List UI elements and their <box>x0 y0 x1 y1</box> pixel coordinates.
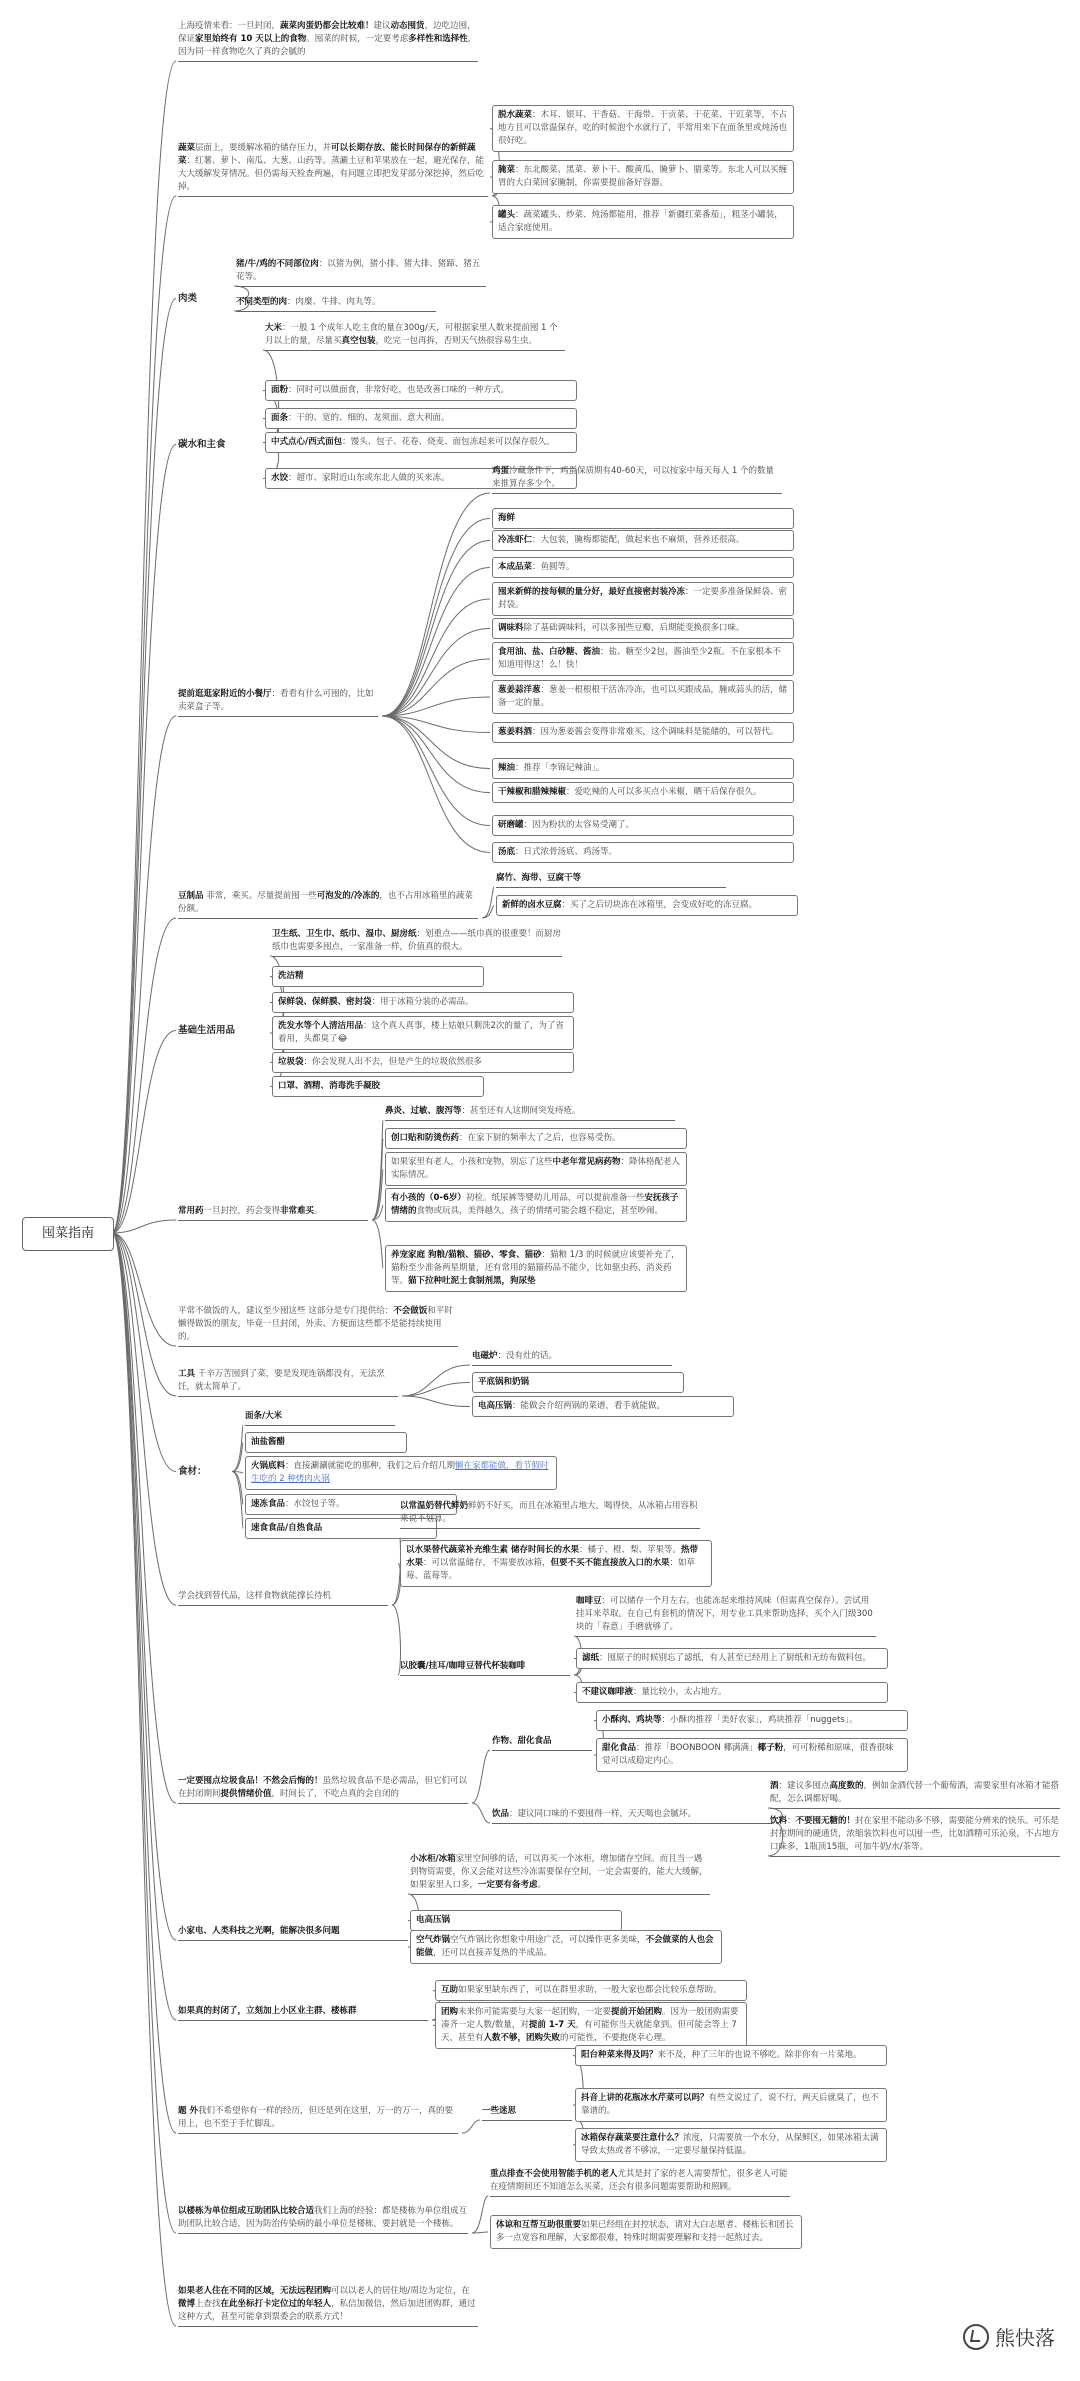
mindmap-node-n-rest-5[interactable]: 囤来新鲜的按每顿的量分好，最好直接密封装冷冻：一定要多准备保鲜袋、密封袋。 <box>492 582 794 616</box>
mindmap-node-n-meat[interactable]: 肉类 <box>178 293 198 304</box>
mindmap-node-n-bldg-a[interactable]: 重点排查不会使用智能手机的老人尤其是封了家的老人需要帮忙，很多老人可能在疫情期间还不知道怎么买菜，还会有很多问题需要帮助和照顾。 <box>490 2168 790 2197</box>
mindmap-node-n-rest[interactable]: 提前逛逛家附近的小餐厅：看看有什么可囤的，比如卖菜盒子等。 <box>178 688 378 717</box>
mindmap-node-n-fun[interactable]: 一定要囤点垃圾食品！不然会后悔的！虽然垃圾食品不是必需品，但它们可以在封闭期间提供情绪价值，时间长了，不吃点真的会自闭的 <box>178 1775 468 1804</box>
mindmap-node-n-meat-b[interactable]: 不同类型的肉：肉糜、牛排、肉丸等。 <box>236 296 436 312</box>
connector-n-tool-b <box>402 1383 470 1397</box>
mindmap-node-n-rest-10[interactable]: 辣油：推荐「李锦记辣油」。 <box>492 758 794 779</box>
connector-n-fun <box>112 1233 176 1803</box>
mindmap-node-n-tofu-a[interactable]: 腐竹、海带、豆腐干等 <box>496 872 726 888</box>
connector-n-bldg <box>112 1233 176 2233</box>
mindmap-node-n-life-c[interactable]: 保鲜袋、保鲜膜、密封袋：用于冰箱分装的必需品。 <box>272 992 574 1013</box>
mindmap-node-n-veg[interactable]: 蔬菜层面上，要缓解冰箱的储存压力，并可以长期存放、能长时间保存的新鲜蔬菜：红薯、萝卜、南瓜、大葱、山药等。蒸涮土豆和苹果放在一起，避光保存，能大大缓解发芽情况。但仍需每天检查两遍，有问题立即把发芽部分深挖掉，然后吃掉。 <box>178 142 488 197</box>
connector-n-extra-a <box>462 2120 480 2133</box>
connector-n-food-a <box>232 1425 243 1472</box>
mindmap-node-n-group-a[interactable]: 互助如果家里缺东西了，可以在群里求助，一般大家也都会比较乐意帮助。 <box>435 1980 747 2001</box>
mindmap-node-n-group[interactable]: 如果真的封闭了，立刻加上小区业主群、楼栋群 <box>178 2005 428 2021</box>
mindmap-node-n-tofu[interactable]: 豆制品 菲常，乘买。尽量提前囤一些可泡发的/冷冻的，也不占用冰箱里的蔬菜份额。 <box>178 890 478 919</box>
mindmap-node-n-bldg-b[interactable]: 体谅和互帮互助很重要如果已经组在封控状态，请对大白志愿者、楼栋长和团长多一点宽容和理解，大家都很难，特殊时期需要理解和支持一起熬过去。 <box>490 2215 802 2249</box>
connector-n-rest-3 <box>382 541 490 717</box>
root-node[interactable]: 囤菜指南 <box>22 1217 114 1251</box>
watermark-text: 熊快落 <box>995 2326 1055 2350</box>
mindmap-node-n-fun-b[interactable]: 小酥肉、鸡块等：小酥肉推荐「美好农家」，鸡块推荐「nuggets」。 <box>596 1710 908 1731</box>
connector-n-rest-11 <box>382 716 490 793</box>
connector-n-fun-a <box>472 1750 490 1803</box>
connector-n-remote <box>112 1233 176 2326</box>
mindmap-node-n-sub-e[interactable]: 不建议咖啡液：量比较小，太占地方。 <box>576 1682 888 1703</box>
mindmap-node-n-carb-e[interactable]: 水饺：超市、家附近山东或东北人做的买来冻。 <box>265 468 577 489</box>
mindmap-node-n-extra-a[interactable]: 一些迷思 <box>482 2105 572 2121</box>
mindmap-node-n-fun-c[interactable]: 甜化食品：推荐「BOONBOON 椰满满」椰子粉，可可粉稀和原味，很香很味觉可以成稳定内心。 <box>596 1738 908 1772</box>
connector-n-life <box>112 1031 176 1234</box>
mindmap-node-n-elec-c[interactable]: 空气炸锅空气炸锅比你想象中用途广泛，可以操作更多美味，不会做菜的人也会能做，还可以直接弄复热的半成品。 <box>410 1930 722 1964</box>
mindmap-node-n-med-e[interactable]: 养宠家庭 狗粮/猫粮、猫砂、零食、猫砂：猫粮 1/3 的时候就应该要补充了，猫粉至少准备两星期量，还有常用的猫猫药品不能少，比如驱虫药、消炎药等。猫下拉种吐泥土食制剂黑，狗尿垫 <box>385 1245 687 1292</box>
mindmap-node-n-sub-f[interactable]: 以胶囊/挂耳/咖啡豆替代杯装咖啡 <box>400 1660 570 1676</box>
mindmap-node-n-remote[interactable]: 如果老人住在不同的区域，无法远程团购可以以老人的居住地/周边为定位，在微博上查找在此坐标打卡定位过的年轻人，私信加微信，然后加进团购群，通过这种方式，甚至可能拿到票委会的联系方式！ <box>178 2285 478 2327</box>
connector-n-sub <box>112 1233 176 1605</box>
mindmap-node-n-fun-d[interactable]: 酒：建议多囤点高度数的，例如金酒代替一个葡萄酒，需要家里有冰箱才能搭配，怎么调都好喝。 <box>770 1780 1060 1809</box>
connector-n-med <box>112 1220 176 1233</box>
mindmap-node-n-rest-8[interactable]: 葱姜蒜洋葱：葱姜一根根根干活冻冷冻，也可以买跟成品，腌咸蒜头的活，储备一定的量。 <box>492 680 794 714</box>
mindmap-node-n-life-d[interactable]: 洗发水等个人清洁用品：这个真人真事，楼上姑娘只剩洗2次的量了，为了省着用，头都臭了😂 <box>272 1016 574 1050</box>
mindmap-node-n-sub-d[interactable]: 滤纸：囤原子的时候别忘了滤纸，有人甚至已经用上了厨纸和无纺布做料包。 <box>576 1648 888 1669</box>
mindmap-node-n-med-b[interactable]: 创口贴和防烫伤药：在家下厨的频率大了之后，也容易受伤。 <box>385 1128 687 1149</box>
mindmap-node-n-fun-f[interactable]: 饮料：不要囤无糖的！封在家里不能动多不够，需要能分辨来的快乐。可乐是封控期间的硬通货，浓缩装饮料也可以囤一些，比如酒精可乐沁泉，不占地方口味多，1瓶顶15瓶，可加牛奶/水/茶等。 <box>770 1815 1060 1857</box>
mindmap-node-n-food-d[interactable]: 速冻食品：水饺包子等。 <box>245 1494 457 1515</box>
mindmap-node-n-group-b[interactable]: 团购未来你可能需要与大家一起团购，一定要提前开始团购。因为一般团购需要凑齐一定人数/数量，对提前 1-7 天，有可能你当天就能拿到。但可能会等上 7 天，甚至有人数不够，团购失败的可能性，不要抱侥幸心理。 <box>435 2002 747 2049</box>
mindmap-node-n-carb-c[interactable]: 面条：干的、宽的、细的、龙须面、意大利面。 <box>265 408 577 429</box>
mindmap-node-n-carb-b[interactable]: 面粉：同时可以做面食，非常好吃，也是改善口味的一种方式。 <box>265 380 577 401</box>
mindmap-node-n-food-c[interactable]: 火锅底料：直接涮涮就能吃的那种，我们之后介绍几期懒在家都能做，看节假时生吃的 2 种烤肉火锅 <box>245 1456 557 1490</box>
mindmap-node-n-life-a[interactable]: 卫生纸、卫生巾、纸巾、湿巾、厨房纸：划重点——纸巾真的很重要！而厨房纸巾也需要多囤点，一家准备一样，价值真的很大。 <box>272 928 562 957</box>
mindmap-node-n-rest-1[interactable]: 鸡蛋冷藏条件下，鸡蛋保质期有40-60天，可以按家中每天每人 1 个的数量来推算存多少个。 <box>492 465 782 494</box>
mindmap-node-n-rest-12[interactable]: 研磨罐：因为粉状的太容易受潮了。 <box>492 815 794 836</box>
connector-n-fun-e <box>472 1803 490 1823</box>
mindmap-node-n-sub-a[interactable]: 以常温奶替代鲜奶鲜奶不好买，而且在冰箱里占地大，喝得快，从冰箱占用容积来说不划算。 <box>400 1500 700 1529</box>
mindmap-node-n-life[interactable]: 基础生活用品 <box>178 1025 236 1036</box>
mindmap-node-n-extra-b[interactable]: 阳台种菜来得及吗？来不及，种了三年的也说不够吃。除非你有一片菜地。 <box>575 2045 887 2066</box>
mindmap-node-n-carb-a[interactable]: 大米：一般 1 个成年人吃主食的量在300g/天，可根据家里人数来提前囤 1 个月以上的量，尽量买真空包装，吃完一包再拆，否则天气热很容易生虫。 <box>265 322 565 351</box>
mindmap-node-n-food-a[interactable]: 面条/大米 <box>245 1410 395 1426</box>
connector-n-rest-10 <box>382 716 490 769</box>
watermark <box>963 2322 1055 2351</box>
connector-n-bldg-a <box>472 2196 488 2233</box>
connector-n-elec <box>112 1233 176 1940</box>
mindmap-node-n-veg-a[interactable]: 脱水蔬菜：木耳、银耳、干香菇、干海带、干贡菜、干花菜、干豇菜等，不占地方且可以常温保存，吃的时候泡个水就行了，平常用来下在面条里或炖汤也很好吃。 <box>492 105 794 152</box>
mindmap-node-n-med-d[interactable]: 有小孩的（0-6岁）初检。纸尿裤等婴幼儿用品，可以提前准备一些安抚孩子情绪的食物或玩具，美得越久，孩子的情绪可能会越不稳定，甚至吵闹。 <box>385 1188 687 1222</box>
mindmap-node-n-rest-9[interactable]: 葱姜料酒：因为葱姜酱会变得非常难买，这个调味料是能储的，可以替代。 <box>492 722 794 743</box>
mindmap-node-n-meat-a[interactable]: 猪/牛/鸡的不同部位肉：以猪为例，猪小排、猪大排、猪蹄、猪五花等。 <box>236 258 486 287</box>
mindmap-node-n-intro[interactable]: 上海疫情来看：一旦封闭，蔬菜肉蛋奶都会比较难！建议动态囤货，边吃边囤，保证家里始终有 10 天以上的食物。囤菜的时候，一定要考虑多样性和选择性，因为同一样食物吃久了真的会腻的 <box>178 20 478 62</box>
mindmap-node-n-rest-11[interactable]: 干辣椒和腊辣辣椒：爱吃辣的人可以多买点小米椒，晒干后保存很久。 <box>492 782 794 803</box>
mindmap-node-n-extra-d[interactable]: 冰箱保存蔬菜要注意什么？浓度，只需要放一个水分，从保鲜区，如果冰箱太满导致太热或者不够凉，一定要尽量保持低温。 <box>575 2128 887 2162</box>
mindmap-node-n-rest-7[interactable]: 食用油、盐、白砂糖、酱油：盐、糖至少2包，酱油至少2瓶。不在家根本不知道用得这！么！快！ <box>492 642 794 676</box>
connector-n-tofu-a <box>482 887 494 918</box>
connector-n-group <box>112 1233 176 2020</box>
mindmap-node-n-life-b[interactable]: 洗洁精 <box>272 966 484 987</box>
mindmap-node-n-med[interactable]: 常用药一旦封控，药会变得非常难买。 <box>178 1205 368 1221</box>
mindmap-node-n-life-e[interactable]: 垃圾袋：你会发现人出不去，但是产生的垃圾依然很多 <box>272 1052 574 1073</box>
mindmap-node-n-extra-c[interactable]: 抖音上讲的花瓶冰水芹菜可以吗？有些文说过了，说不行，两天后就臭了，也不靠谱的。 <box>575 2088 887 2122</box>
mindmap-node-n-extra[interactable]: 题 外我们不希望你有一样的经历，但还是列在这里，万一的万一，真的要用上，也不至于手忙脚乱。 <box>178 2105 458 2134</box>
mindmap-node-n-food[interactable]: 食材： <box>178 1466 207 1477</box>
connector-n-meat <box>112 299 176 1234</box>
connector-n-veg <box>112 196 176 1233</box>
connector-n-rest-6 <box>382 629 490 717</box>
mindmap-node-n-sub[interactable]: 学会找到替代品，这样食物就能撑长待机 <box>178 1590 388 1606</box>
mindmap-node-n-rest-6[interactable]: 调味料除了基础调味料，可以多囤些豆瓣，后期能变换很多口味。 <box>492 618 794 639</box>
mindmap-node-n-elec-a[interactable]: 小冰柜/冰箱家里空间够的话，可以再买一个冰柜，增加储存空间。而且当一遇到物资需要，你又会能对这些冷冻需要保存空间，一定会需要的，能大大缓解，如果家里人口多，一定要有备考虑。 <box>410 1853 710 1895</box>
mindmap-node-n-elec-b[interactable]: 电高压锅 <box>410 1910 622 1931</box>
mindmap-node-n-cook[interactable]: 平常不做饭的人，建议至少囤这些 这部分是专门提供给：不会做饭和平时懒得做饭的朋友，毕竟一旦封闭，外卖、方便面这些都不是能持续使用的。 <box>178 1305 458 1347</box>
mindmap-node-n-sub-b[interactable]: 以水果替代蔬菜补充维生素 储存时间长的水果：橘子、橙、梨、苹果等。热带水果：可以常温储存，不需要放冰箱，但要不买不能直接放入口的水果：如草莓、蓝莓等。 <box>400 1540 712 1587</box>
mindmap-node-n-carb-d[interactable]: 中式点心/西式面包：馒头、包子、花卷、烧麦、面包冻起来可以保存很久。 <box>265 432 577 453</box>
mindmap-node-n-rest-13[interactable]: 汤底：日式浓骨汤底、鸡汤等。 <box>492 842 794 863</box>
mindmap-node-n-life-f[interactable]: 口罩、酒精、消毒洗手凝胶 <box>272 1076 484 1097</box>
mindmap-node-n-tool-a[interactable]: 电磁炉：没有灶的话。 <box>472 1350 672 1366</box>
mindmap-node-n-fun-a[interactable]: 作物、甜化食品 <box>492 1735 592 1751</box>
connector-n-food-e <box>232 1472 243 1529</box>
mindmap-node-n-bldg[interactable]: 以楼栋为单位组成互助团队比较合适我们上海的经验：都是楼栋为单位组成互助团队比较合适，因为防治传染病的最小单位是楼栋，要封就是一个楼栋。 <box>178 2205 468 2234</box>
brand-logo-icon <box>963 2324 989 2350</box>
mindmap-node-n-rest-3[interactable]: 冷冻虾仁：大包装，腌梅都能配，做起来也不麻烦，营养还很高。 <box>492 530 794 551</box>
connector-n-tool-a <box>402 1365 470 1396</box>
mindmap-node-n-veg-c[interactable]: 罐头：蔬菜罐头、炒菜、炖汤都能用，推荐「新疆红菜番茄」，粗茎小罐装，适合家庭使用。 <box>492 205 794 239</box>
mindmap-node-n-food-b[interactable]: 油盐酱醋 <box>245 1432 407 1453</box>
mindmap-node-n-med-a[interactable]: 鼻炎、过敏、腹泻等：甚至还有人这期间突发痔疮。 <box>385 1105 675 1121</box>
mindmap-node-n-food-e[interactable]: 速食食品/自热食品 <box>245 1518 437 1539</box>
mindmap-node-n-veg-b[interactable]: 腌菜：东北酸菜、黑菜、萝卜干、酸黄瓜、腌萝卜、腊菜等。东北人可以买缠胃的大白菜回家腌制，你需要提前备好容器。 <box>492 160 794 194</box>
mindmap-node-n-med-c[interactable]: 如果家里有老人，小孩和宠物，别忘了这些中老年常见病药物：降体格配老人实际情况。 <box>385 1152 687 1186</box>
connector-n-food-d <box>232 1472 243 1505</box>
mindmap-node-n-rest-4[interactable]: 本成品菜：鱼圆等。 <box>492 557 794 578</box>
connector-n-rest-13 <box>382 716 490 853</box>
connector-n-tool-c <box>402 1396 470 1407</box>
mindmap-node-n-sub-c[interactable]: 咖啡豆：可以储存一个月左右，也能冻起来维持风味（但需真空保存）。尝试用挂耳来萃取。在自己有套机的情况下，用专业工具来帮助选择，买个入门级300块的「春意」手磨就够了。 <box>576 1595 876 1637</box>
mindmap-node-n-fun-e[interactable]: 饮品：建议同口味的不要囤得一样，天天喝也会腻坏。 <box>492 1808 772 1824</box>
connector-n-rest-2 <box>382 519 490 717</box>
mindmap-node-n-tool-c[interactable]: 电高压锅：能做会介绍两锅的菜谱，看手就能做。 <box>472 1396 734 1417</box>
connector-n-med-e <box>372 1220 383 1269</box>
mindmap-node-n-tool-b[interactable]: 平底锅和奶锅 <box>472 1372 684 1393</box>
mindmap-node-n-rest-2[interactable]: 海鲜 <box>492 508 794 529</box>
mindmap-node-n-tofu-b[interactable]: 新鲜的卤水豆腐：买了之后切块冻在冰箱里，会变成好吃的冻豆腐。 <box>496 895 798 916</box>
mindmap-node-n-tool[interactable]: 工具 千辛万苦囤到了菜，要是发现连锅都没有，无法烹饪，就太简单了。 <box>178 1368 398 1397</box>
mindmap-node-n-carb[interactable]: 碳水和主食 <box>178 439 226 450</box>
mindmap-node-n-elec[interactable]: 小家电、人类科技之光啊，能解决很多问题 <box>178 1925 408 1941</box>
